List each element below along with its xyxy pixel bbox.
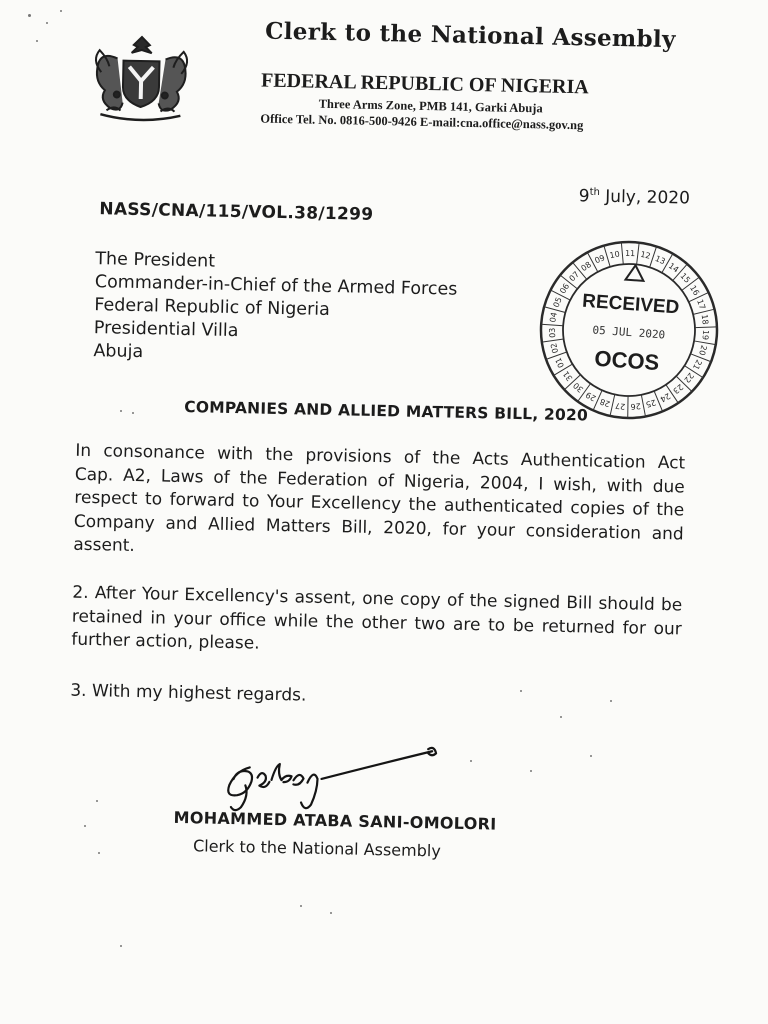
stamp-day-number: 15: [678, 271, 692, 285]
stamp-day-number: 04: [548, 311, 559, 324]
scan-speck: [610, 700, 612, 702]
scan-speck: [530, 770, 532, 772]
country-heading: FEDERAL REPUBLIC OF NIGERIA: [260, 69, 589, 99]
scan-speck: [28, 14, 31, 17]
stamp-day-number: 17: [695, 298, 708, 311]
date-day: 9: [578, 186, 590, 207]
scan-speck: [84, 825, 86, 827]
scan-speck: [120, 410, 122, 412]
stamp-ring-divider: [627, 396, 630, 418]
stamp-office: OCOS: [593, 345, 661, 376]
scan-speck: [98, 852, 100, 854]
stamp-ring-divider: [541, 324, 563, 326]
scan-speck: [560, 716, 562, 718]
stamp-day-number: 26: [630, 401, 642, 412]
stamp-day-number: 08: [579, 260, 593, 274]
stamp-day-number: 12: [639, 249, 652, 261]
stamp-day-number: 10: [608, 249, 621, 261]
addressee-line: Commander-in-Chief of the Armed Forces: [94, 272, 458, 300]
stamp-day-number: 02: [549, 342, 561, 355]
reference-number: NASS/CNA/115/VOL.38/1299: [99, 199, 374, 225]
scan-speck: [330, 912, 332, 914]
office-contact: Office Tel. No. 0816-500-9426 E-mail:cna.office@nass.gov.ng: [260, 111, 584, 133]
stamp-day-number: 05: [551, 296, 564, 309]
stamp-day-number: 07: [567, 269, 582, 284]
body-paragraph: In consonance with the provisions of the Acts Authentication Act Cap. A2, Laws of the Federation of Nigeria, 2004, I wish, with due respect to forward to Your Excellency the authenticated copies of the Company and Allied Matters Bill, 2020, for your consideration and assent.: [73, 440, 686, 556]
letter-subject: COMPANIES AND ALLIED MATTERS BILL, 2020: [184, 397, 589, 425]
scan-speck: [470, 760, 472, 762]
stamp-day-number: 20: [697, 344, 709, 357]
stamp-day-number: 21: [690, 358, 704, 372]
stamp-day-number: 23: [671, 382, 685, 396]
stamp-day-number: 29: [584, 389, 598, 403]
stamp-ring-divider: [637, 243, 640, 265]
stamp-day-number: 19: [700, 329, 711, 341]
stamp-day-number: 14: [666, 261, 681, 275]
letter-date: [579, 186, 691, 208]
date-rest: July, 2020: [599, 186, 691, 209]
stamp-day-number: 13: [653, 253, 667, 267]
stamp-ring-divider: [695, 325, 717, 329]
scan-speck: [120, 945, 122, 947]
scan-speck: [132, 412, 134, 414]
stamp-day-number: 30: [571, 380, 586, 395]
stamp-status: RECEIVED: [581, 290, 680, 319]
scan-speck: [520, 690, 522, 692]
stamp-day-number: 27: [614, 400, 626, 412]
coat-of-arms-emblem: [86, 32, 196, 126]
office-address: Three Arms Zone, PMB 141, Garki Abuja: [318, 96, 543, 116]
stamp-day-number: 18: [699, 313, 710, 326]
received-stamp: [532, 238, 727, 423]
stamp-day-number: 25: [644, 397, 658, 410]
stamp-date: 05 JUL 2020: [592, 323, 666, 342]
stamp-day-number: 09: [593, 253, 607, 266]
stamp-day-number: 28: [598, 396, 612, 409]
date-suffix: th: [589, 186, 601, 198]
scan-speck: [96, 800, 98, 802]
stamp-day-number: 03: [547, 327, 558, 339]
stamp-day-number: 22: [682, 370, 696, 385]
scan-speck: [590, 755, 592, 757]
addressee-line: Presidential Villa: [93, 318, 239, 342]
scan-speck: [300, 905, 302, 907]
addressee-line: Abuja: [93, 341, 144, 363]
office-title: Clerk to the National Assembly: [264, 17, 676, 54]
stamp-day-number: 01: [553, 356, 567, 370]
body-paragraph: 3. With my highest regards.: [70, 680, 307, 706]
addressee-block: [93, 248, 458, 371]
scan-speck: [60, 10, 62, 12]
stamp-day-number: 06: [558, 281, 572, 296]
signatory-title: Clerk to the National Assembly: [192, 836, 441, 861]
signatory-name: MOHAMMED ATABA SANI-OMOLORI: [173, 807, 497, 834]
stamp-ring-divider: [610, 394, 615, 416]
body-paragraph: 2. After Your Excellency's assent, one copy of the signed Bill should be retained in your office while the other two are to be returned for our further action, please.: [71, 582, 683, 654]
stamp-day-number: 16: [688, 283, 701, 298]
scan-speck: [46, 22, 48, 24]
stamp-day-number: 24: [658, 391, 672, 404]
stamp-day-number: 31: [561, 369, 575, 383]
addressee-line: The President: [95, 249, 216, 272]
stamp-ring-divider: [694, 341, 716, 345]
addressee-line: Federal Republic of Nigeria: [94, 295, 331, 321]
scan-speck: [36, 40, 38, 42]
stamp-day-number: 11: [624, 248, 636, 259]
